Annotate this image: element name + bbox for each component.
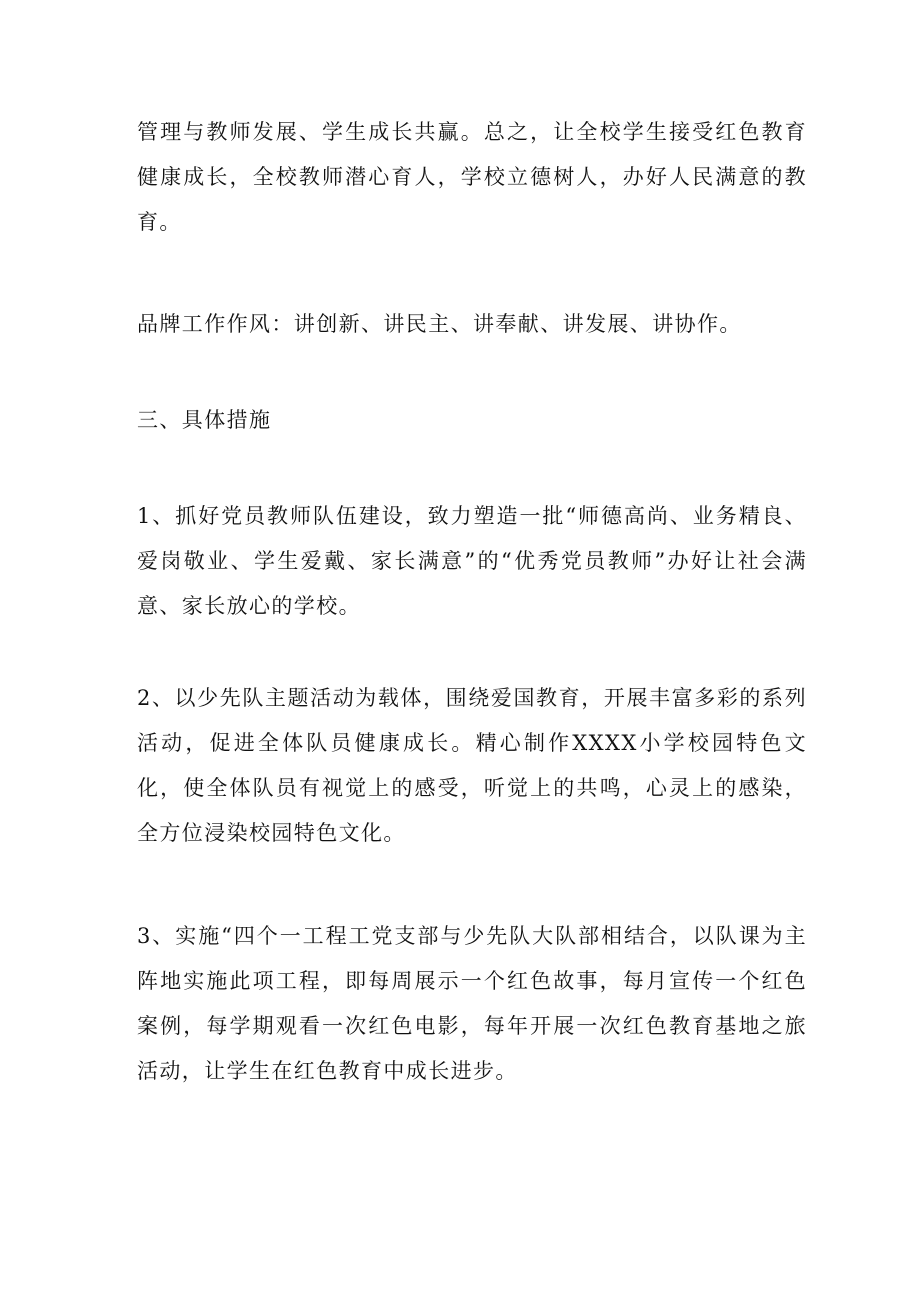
paragraph-measure-2: 2、以少先队主题活动为载体，围绕爱国教育，开展丰富多彩的系列活动，促进全体队员健康成长。精心制作XXXX小学校园特色文化，使全体队员有视觉上的感受，听觉上的共鸣，心灵上的感染，全方位浸染校园特色文化。 [137, 686, 807, 845]
paragraph-measure-3: 3、实施“四个一工程工党支部与少先队大队部相结合，以队课为主阵地实施此项工程，即每周展示一个红色故事，每月宣传一个红色案例，每学期观看一次红色电影，每年开展一次红色教育基地之旅活动，让学生在红色教育中成长进步。 [137, 924, 807, 1083]
paragraph-work-style: 品牌工作作风：讲创新、讲民主、讲奉献、讲发展、讲协作。 [137, 312, 742, 336]
section-heading-measures: 三、具体措施 [137, 408, 272, 432]
paragraph-measure-1: 1、抓好党员教师队伍建设，致力塑造一批“师德高尚、业务精良、爱岗敬业、学生爱戴、家长满意”的“优秀党员教师”办好让社会满意、家长放心的学校。 [137, 504, 807, 618]
paragraph-conclusion: 管理与教师发展、学生成长共赢。总之，让全校学生接受红色教育健康成长，全校教师潜心育人，学校立德树人，办好人民满意的教育。 [137, 120, 807, 234]
